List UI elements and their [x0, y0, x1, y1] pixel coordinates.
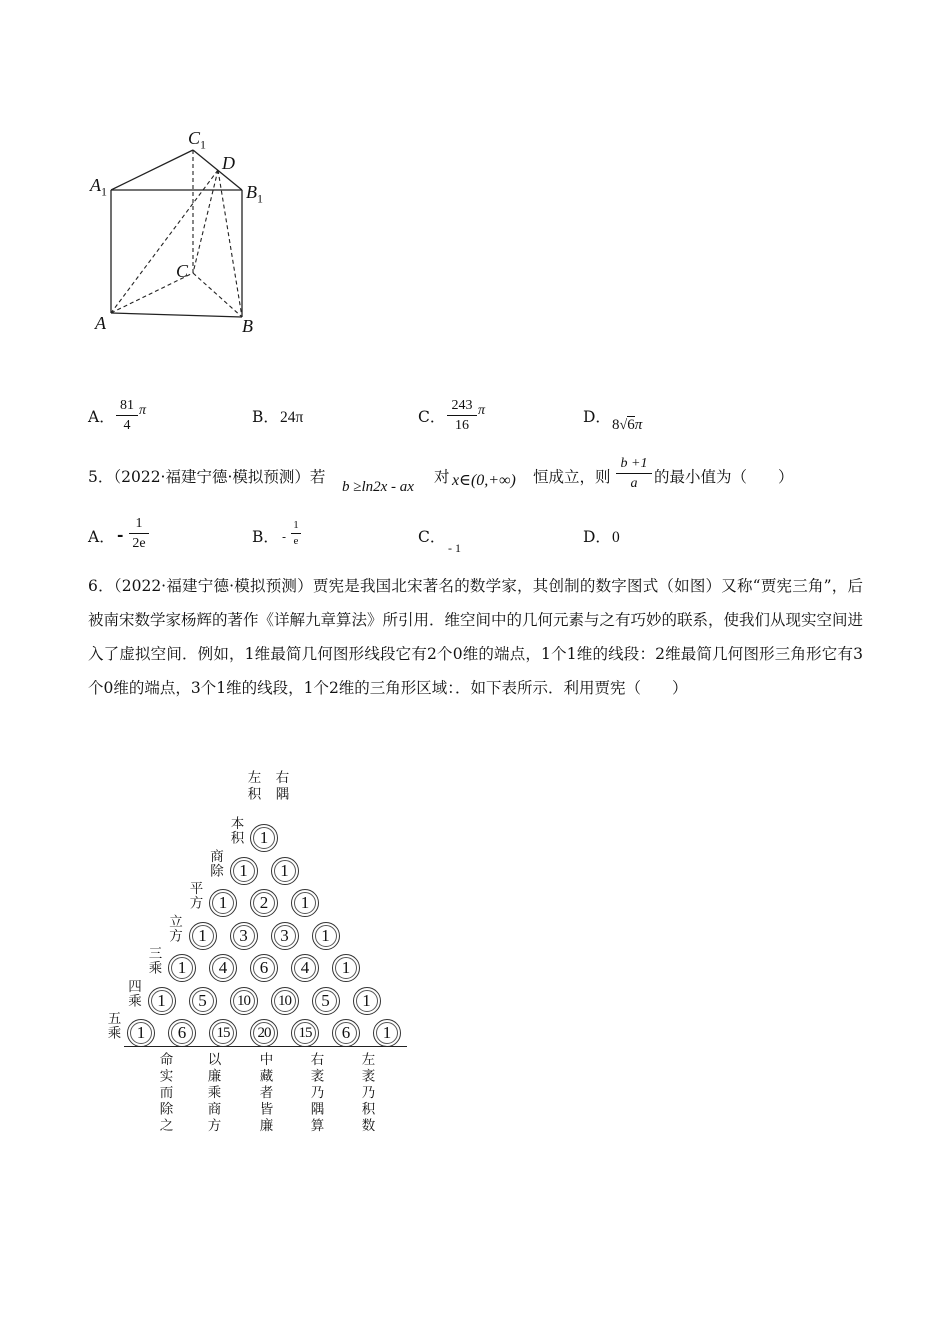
label-c1: $C_1$ — [188, 128, 207, 152]
triangle-number: 5 — [312, 987, 340, 1015]
q5-option-b-label: B． — [252, 528, 279, 546]
q4-option-c-label: C． — [418, 408, 446, 426]
triangle-number: 4 — [291, 954, 319, 982]
label-d: D — [222, 153, 235, 173]
label-a1: $A_1$ — [90, 175, 107, 199]
top-label-left: 左积 — [244, 770, 261, 803]
triangle-number: 6 — [332, 1019, 360, 1047]
row-label: 平方 — [186, 881, 203, 910]
triangle-number: 1 — [230, 857, 258, 885]
top-label-right: 右隅 — [272, 770, 289, 803]
base-line — [124, 1046, 407, 1047]
q5-stem-suffix: 的最小值为（ ） — [654, 468, 794, 486]
triangle-number: 1 — [332, 954, 360, 982]
triangle-number: 1 — [148, 987, 176, 1015]
bottom-note: 以廉乘商方 — [204, 1052, 221, 1135]
q4-option-b-label: B． — [252, 408, 279, 426]
row-label: 四乘 — [125, 978, 141, 1008]
triangle-number: 1 — [250, 824, 278, 852]
q5-stem-prefix: 5．（2022·福建宁德·模拟预测）若 — [88, 468, 326, 486]
triangle-number: 4 — [209, 954, 237, 982]
triangle-number: 3 — [271, 922, 299, 950]
prism-figure — [85, 125, 285, 340]
triangle-number: 2 — [250, 889, 278, 917]
q5-stem-mid: 恒成立，则 — [533, 468, 611, 486]
q5-option-d-value: 0 — [612, 529, 620, 546]
label-b: B — [242, 316, 253, 336]
triangle-number: 1 — [271, 857, 299, 885]
row-label: 本积 — [227, 816, 244, 845]
q5-option-a-sign: - — [117, 525, 124, 544]
q4-option-c-pi: π — [478, 403, 486, 418]
q5-condition: b ≥ln2x - ax — [342, 479, 414, 495]
q5-fraction: b +1 a — [616, 455, 652, 492]
q5-option-a-fraction: 1 2e — [129, 515, 149, 552]
q5-option-b-sign: - — [282, 530, 287, 544]
q5-option-a-label: A． — [88, 528, 115, 546]
triangle-number: 1 — [291, 889, 319, 917]
bottom-note: 中藏者皆廉 — [256, 1052, 273, 1135]
row-label: 五乘 — [104, 1011, 121, 1040]
q5-domain: x∈(0,+∞) — [452, 472, 516, 489]
triangle-number: 1 — [127, 1019, 155, 1047]
q4-option-d-value: 8√6π — [612, 417, 643, 433]
triangle-number: 6 — [250, 954, 278, 982]
row-label: 立方 — [166, 913, 182, 943]
triangle-number: 10 — [271, 987, 299, 1015]
q5-option-c-label: C． — [418, 528, 446, 546]
triangle-number: 1 — [209, 889, 237, 917]
triangle-number: 10 — [230, 987, 258, 1015]
bottom-note: 命实而除之 — [156, 1052, 173, 1135]
q4-option-a-pi: π — [139, 403, 147, 418]
q6-paragraph: 6．（2022·福建宁德·模拟预测）贾宪是我国北宋著名的数学家，其创制的数字图式（如图）又称“贾宪三角”，后被南宋数学家杨辉的著作《详解九章算法》所引用．维空间中的几何元素与之有巧妙的联系，使我们从现实空间进入了虚拟空间．例如，1维最简几何图形线段它有2个0维的端点，1个1维的线段：2维最简几何图形三角形它有3个0维的端点，3个1维的线段，1个2维的三角形区域：．如下表所示．利用贾宪（ ） — [88, 577, 864, 697]
triangle-number: 15 — [291, 1019, 319, 1047]
q4-option-a-label: A． — [88, 408, 115, 426]
q5-option-b-fraction: 1 e — [291, 519, 301, 548]
triangle-number: 1 — [373, 1019, 401, 1047]
row-label: 三乘 — [145, 946, 162, 975]
triangle-number: 1 — [189, 922, 217, 950]
q5-option-c-value: - 1 — [448, 541, 461, 555]
label-b1: $B_1$ — [246, 182, 263, 206]
triangle-number: 1 — [168, 954, 196, 982]
q5-dui: 对 — [434, 468, 450, 486]
label-c: C — [176, 261, 189, 281]
q5-option-d-label: D． — [583, 528, 611, 546]
q4-option-c-fraction: 243 16 — [447, 397, 477, 434]
triangle-number: 20 — [250, 1019, 278, 1047]
q4-option-b-value: 24π — [280, 409, 304, 426]
triangle-number: 15 — [209, 1019, 237, 1047]
label-a: A — [95, 313, 106, 333]
triangle-number: 1 — [312, 922, 340, 950]
bottom-note: 右袤乃隅算 — [307, 1052, 324, 1135]
row-label: 商除 — [207, 848, 223, 878]
triangle-number: 1 — [353, 987, 381, 1015]
triangle-number: 3 — [230, 922, 258, 950]
triangle-number: 5 — [189, 987, 217, 1015]
q4-option-a-fraction: 81 4 — [116, 397, 138, 434]
q4-option-d-label: D． — [583, 408, 611, 426]
bottom-note: 左袤乃积数 — [358, 1052, 375, 1135]
triangle-number: 6 — [168, 1019, 196, 1047]
